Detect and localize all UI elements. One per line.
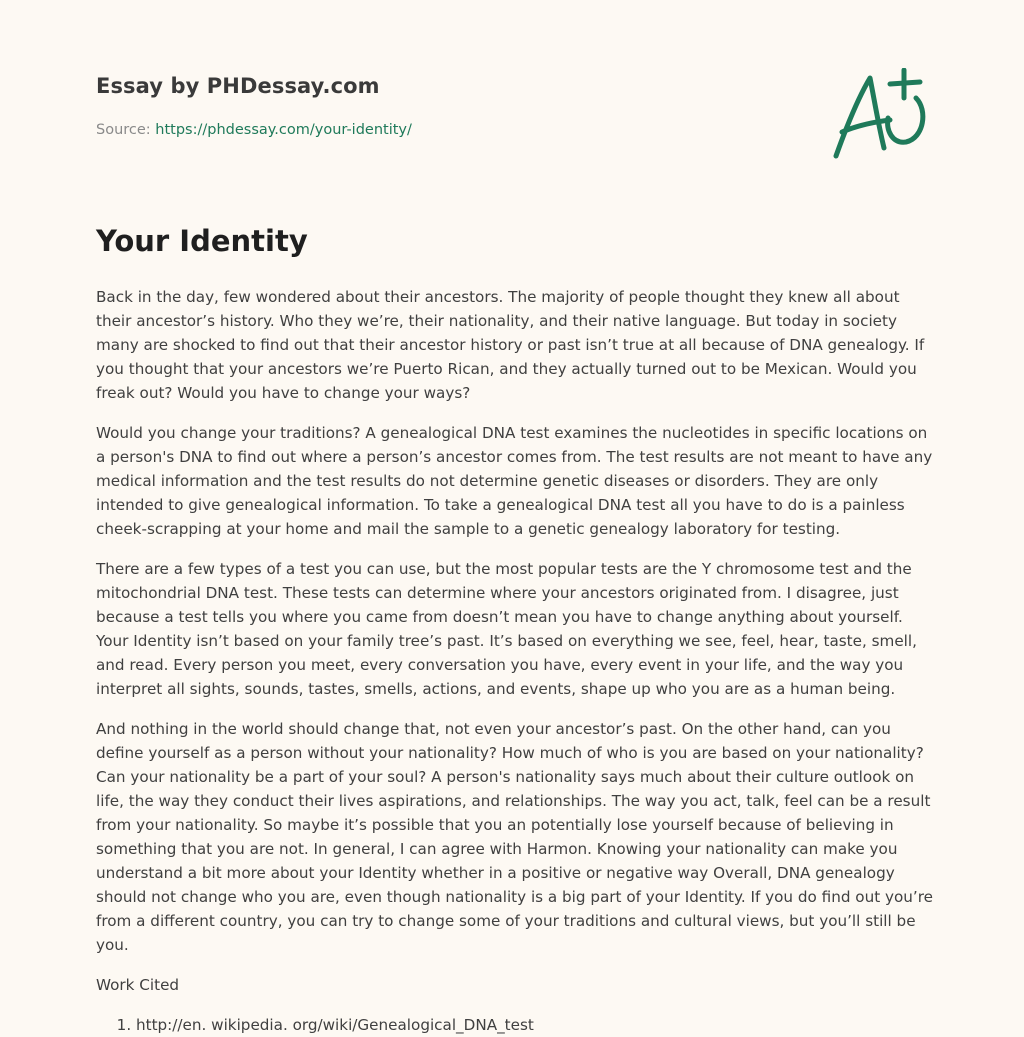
- essay-paragraph: There are a few types of a test you can use, but the most popular tests are the Y chromosome test and the mitochondrial DNA test. These tests can determine where your ancestors originated from. I disagree, just because a test tells you where you came from doesn’t mean you have to change anything about yourself. Your Identity isn’t based on your family tree’s past. It’s based on everything we see, feel, hear, taste, smell, and read. Every person you meet, every conversation you have, every event in your life, and the way you interpret all sights, sounds, tastes, smells, actions, and events, shape up who you are as a human being.: [96, 560, 917, 698]
- reference-item: 1. http://en. wikipedia. org/wiki/Genealogical_DNA_test: [136, 1013, 934, 1037]
- essay-title: Your Identity: [96, 224, 308, 258]
- essay-paragraph: Would you change your traditions? A genealogical DNA test examines the nucleotides in specific locations on a person's DNA to find out where a person’s ancestor comes from. The test results are not meant to have any medical information and the test results do not determine genetic diseases or disorders. They are only intended to give genealogical information. To take a genealogical DNA test all you have to do is a painless cheek-scrapping at your home and mail the sample to a genetic genealogy laboratory for testing.: [96, 424, 933, 538]
- source-label: Source:: [96, 122, 151, 138]
- source-line: [96, 122, 932, 138]
- references-list: [96, 1013, 934, 1037]
- essay-body: [96, 285, 934, 1037]
- work-cited-heading: Work Cited: [96, 976, 180, 994]
- a-plus-grade-icon: [828, 68, 932, 164]
- essay-paragraph: Back in the day, few wondered about their ancestors. The majority of people thought they knew all about their ancestor’s history. Who they we’re, their nationality, and their native language. But today in society many are shocked to find out that their ancestor history or past isn’t true at all because of DNA genealogy. If you thought that your ancestors we’re Puerto Rican, and they actually turned out to be Mexican. Would you freak out? Would you have to change your ways?: [96, 288, 925, 402]
- brand-title: Essay by PHDessay.com: [96, 74, 380, 98]
- source-link[interactable]: https://phdessay.com/your-identity/: [155, 122, 412, 138]
- page-header: [96, 74, 932, 174]
- essay-paragraph: And nothing in the world should change that, not even your ancestor’s past. On the other hand, can you define yourself as a person without your nationality? How much of who is you are based on your nationality? Can your nationality be a part of your soul? A person's nationality says much about their culture outlook on life, the way they conduct their lives aspirations, and relationships. The way you act, talk, feel can be a result from your nationality. So maybe it’s possible that you an potentially lose yourself because of believing in something that you are not. In general, I can agree with Harmon. Knowing your nationality can make you understand a bit more about your Identity whether in a positive or negative way Overall, DNA genealogy should not change who you are, even though nationality is a big part of your Identity. If you do find out you’re from a different country, you can try to change some of your traditions and cultural views, but you’ll still be you.: [96, 720, 933, 954]
